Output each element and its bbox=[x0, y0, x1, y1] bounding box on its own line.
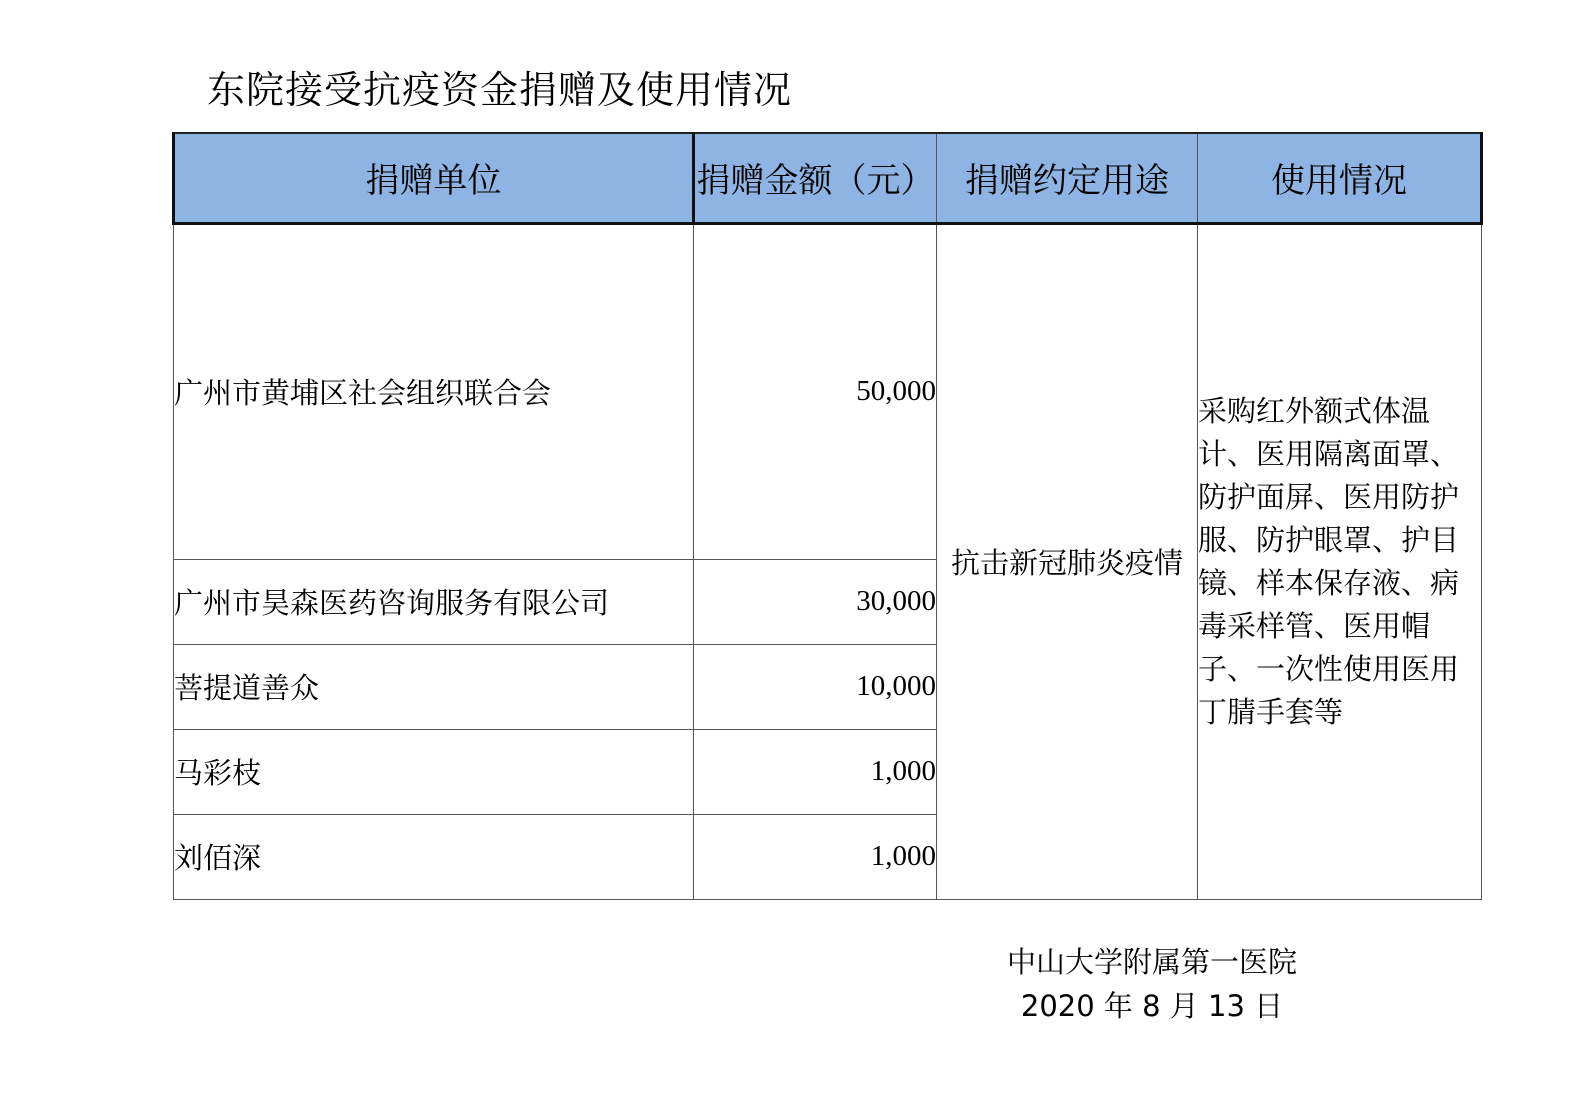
donor-unit-cell: 马彩枝 bbox=[174, 729, 694, 814]
header-donor-unit: 捐赠单位 bbox=[174, 133, 694, 223]
donation-amount-cell: 1,000 bbox=[694, 814, 937, 899]
donor-unit-cell: 菩提道善众 bbox=[174, 644, 694, 729]
donor-unit-cell: 广州市黄埔区社会组织联合会 bbox=[174, 223, 694, 559]
donation-amount-cell: 30,000 bbox=[694, 559, 937, 644]
usage-status-cell: 采购红外额式体温计、医用隔离面罩、防护面屏、医用防护服、防护眼罩、护目镜、样本保存液、病毒采样管、医用帽子、一次性使用医用丁腈手套等 bbox=[1198, 223, 1482, 899]
hospital-name: 中山大学附属第一医院 bbox=[1006, 945, 1297, 979]
issue-date: 2020 年 8 月 13 日 bbox=[1020, 989, 1284, 1023]
donation-table bbox=[172, 132, 1483, 900]
header-donation-amount: 捐赠金额（元） bbox=[694, 133, 937, 223]
donation-amount-cell: 1,000 bbox=[694, 729, 937, 814]
agreed-purpose-cell: 抗击新冠肺炎疫情 bbox=[937, 223, 1198, 899]
donation-amount-cell: 10,000 bbox=[694, 644, 937, 729]
table-header-row bbox=[174, 133, 1482, 223]
header-usage-status: 使用情况 bbox=[1198, 133, 1482, 223]
header-agreed-purpose: 捐赠约定用途 bbox=[937, 133, 1198, 223]
donor-unit-cell: 刘佰深 bbox=[174, 814, 694, 899]
donor-unit-cell: 广州市昊森医药咨询服务有限公司 bbox=[174, 559, 694, 644]
page-title: 东院接受抗疫资金捐赠及使用情况 bbox=[207, 68, 793, 112]
table-row bbox=[174, 223, 1482, 559]
signature-block bbox=[952, 940, 1352, 1028]
donation-amount-cell: 50,000 bbox=[694, 223, 937, 559]
